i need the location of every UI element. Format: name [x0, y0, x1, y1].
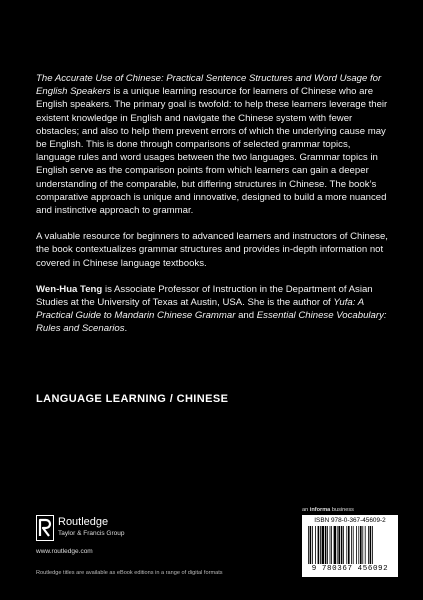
- author-book-2: Essential Chinese Vocabulary: Rules and Scenarios: [36, 310, 387, 335]
- description-paragraph-1: [36, 72, 388, 217]
- isbn-label: ISBN 978-0-367-45609-2: [314, 517, 386, 524]
- informa-prefix: an: [302, 507, 310, 513]
- author-bio-end: .: [124, 323, 128, 335]
- author-book-1: Yufa: A Practical Guide to Mandarin Chinese Grammar: [36, 297, 364, 322]
- description-paragraph-2: A valuable resource for beginners to advanced learners and instructors of Chinese, the book contextualizes grammar structures and provides in-depth information not covered in Chinese language textbooks.: [36, 231, 388, 269]
- author-bio: [36, 283, 388, 336]
- description-block: [36, 72, 388, 349]
- publisher-group: Taylor & Francis Group: [58, 530, 125, 537]
- book-title: The Accurate Use of Chinese: Practical Sentence Structures and Word Usage for English Speakers: [36, 73, 382, 98]
- informa-suffix: business: [330, 507, 354, 513]
- description-text: is a unique learning resource for learners of Chinese who are English speakers. The primary goal is twofold: to help these learners leverage their existent knowledge in English and navigate the Chinese system with fewer obstacles; and also to help them prevent errors of which the underlying cause may be English. This is done through comparisons of selected grammar topics, language rules and word usages between the two languages. Grammar topics in English serve as the comparison points from which learners can gain a deeper understanding of the comparable, but differing structures in Chinese. The book’s comparative approach is unique and innovative, designed to build a more nuanced and instinctive approach to grammar.: [36, 86, 388, 217]
- publisher-name: Routledge: [58, 516, 109, 528]
- author-name: Wen-Hua Teng: [36, 283, 103, 295]
- subject-category: LANGUAGE LEARNING / CHINESE: [36, 393, 229, 405]
- informa-business-label: [302, 507, 354, 513]
- barcode-icon: [306, 526, 394, 564]
- informa-brand: informa: [309, 507, 331, 513]
- barcode-box: [302, 515, 398, 577]
- author-bio-text: is Associate Professor of Instruction in the Department of Asian Studies at the University of Texas at Austin, USA. She is the author of: [36, 283, 373, 309]
- barcode-number: 9 780367 456092: [311, 565, 389, 573]
- author-bio-and: and: [235, 310, 257, 322]
- ebook-note: Routledge titles are available as eBook editions in a range of digital formats: [36, 570, 223, 576]
- routledge-r-logo-icon: [36, 515, 54, 541]
- publisher-url[interactable]: www.routledge.com: [36, 548, 93, 555]
- publisher-logo: [36, 514, 156, 546]
